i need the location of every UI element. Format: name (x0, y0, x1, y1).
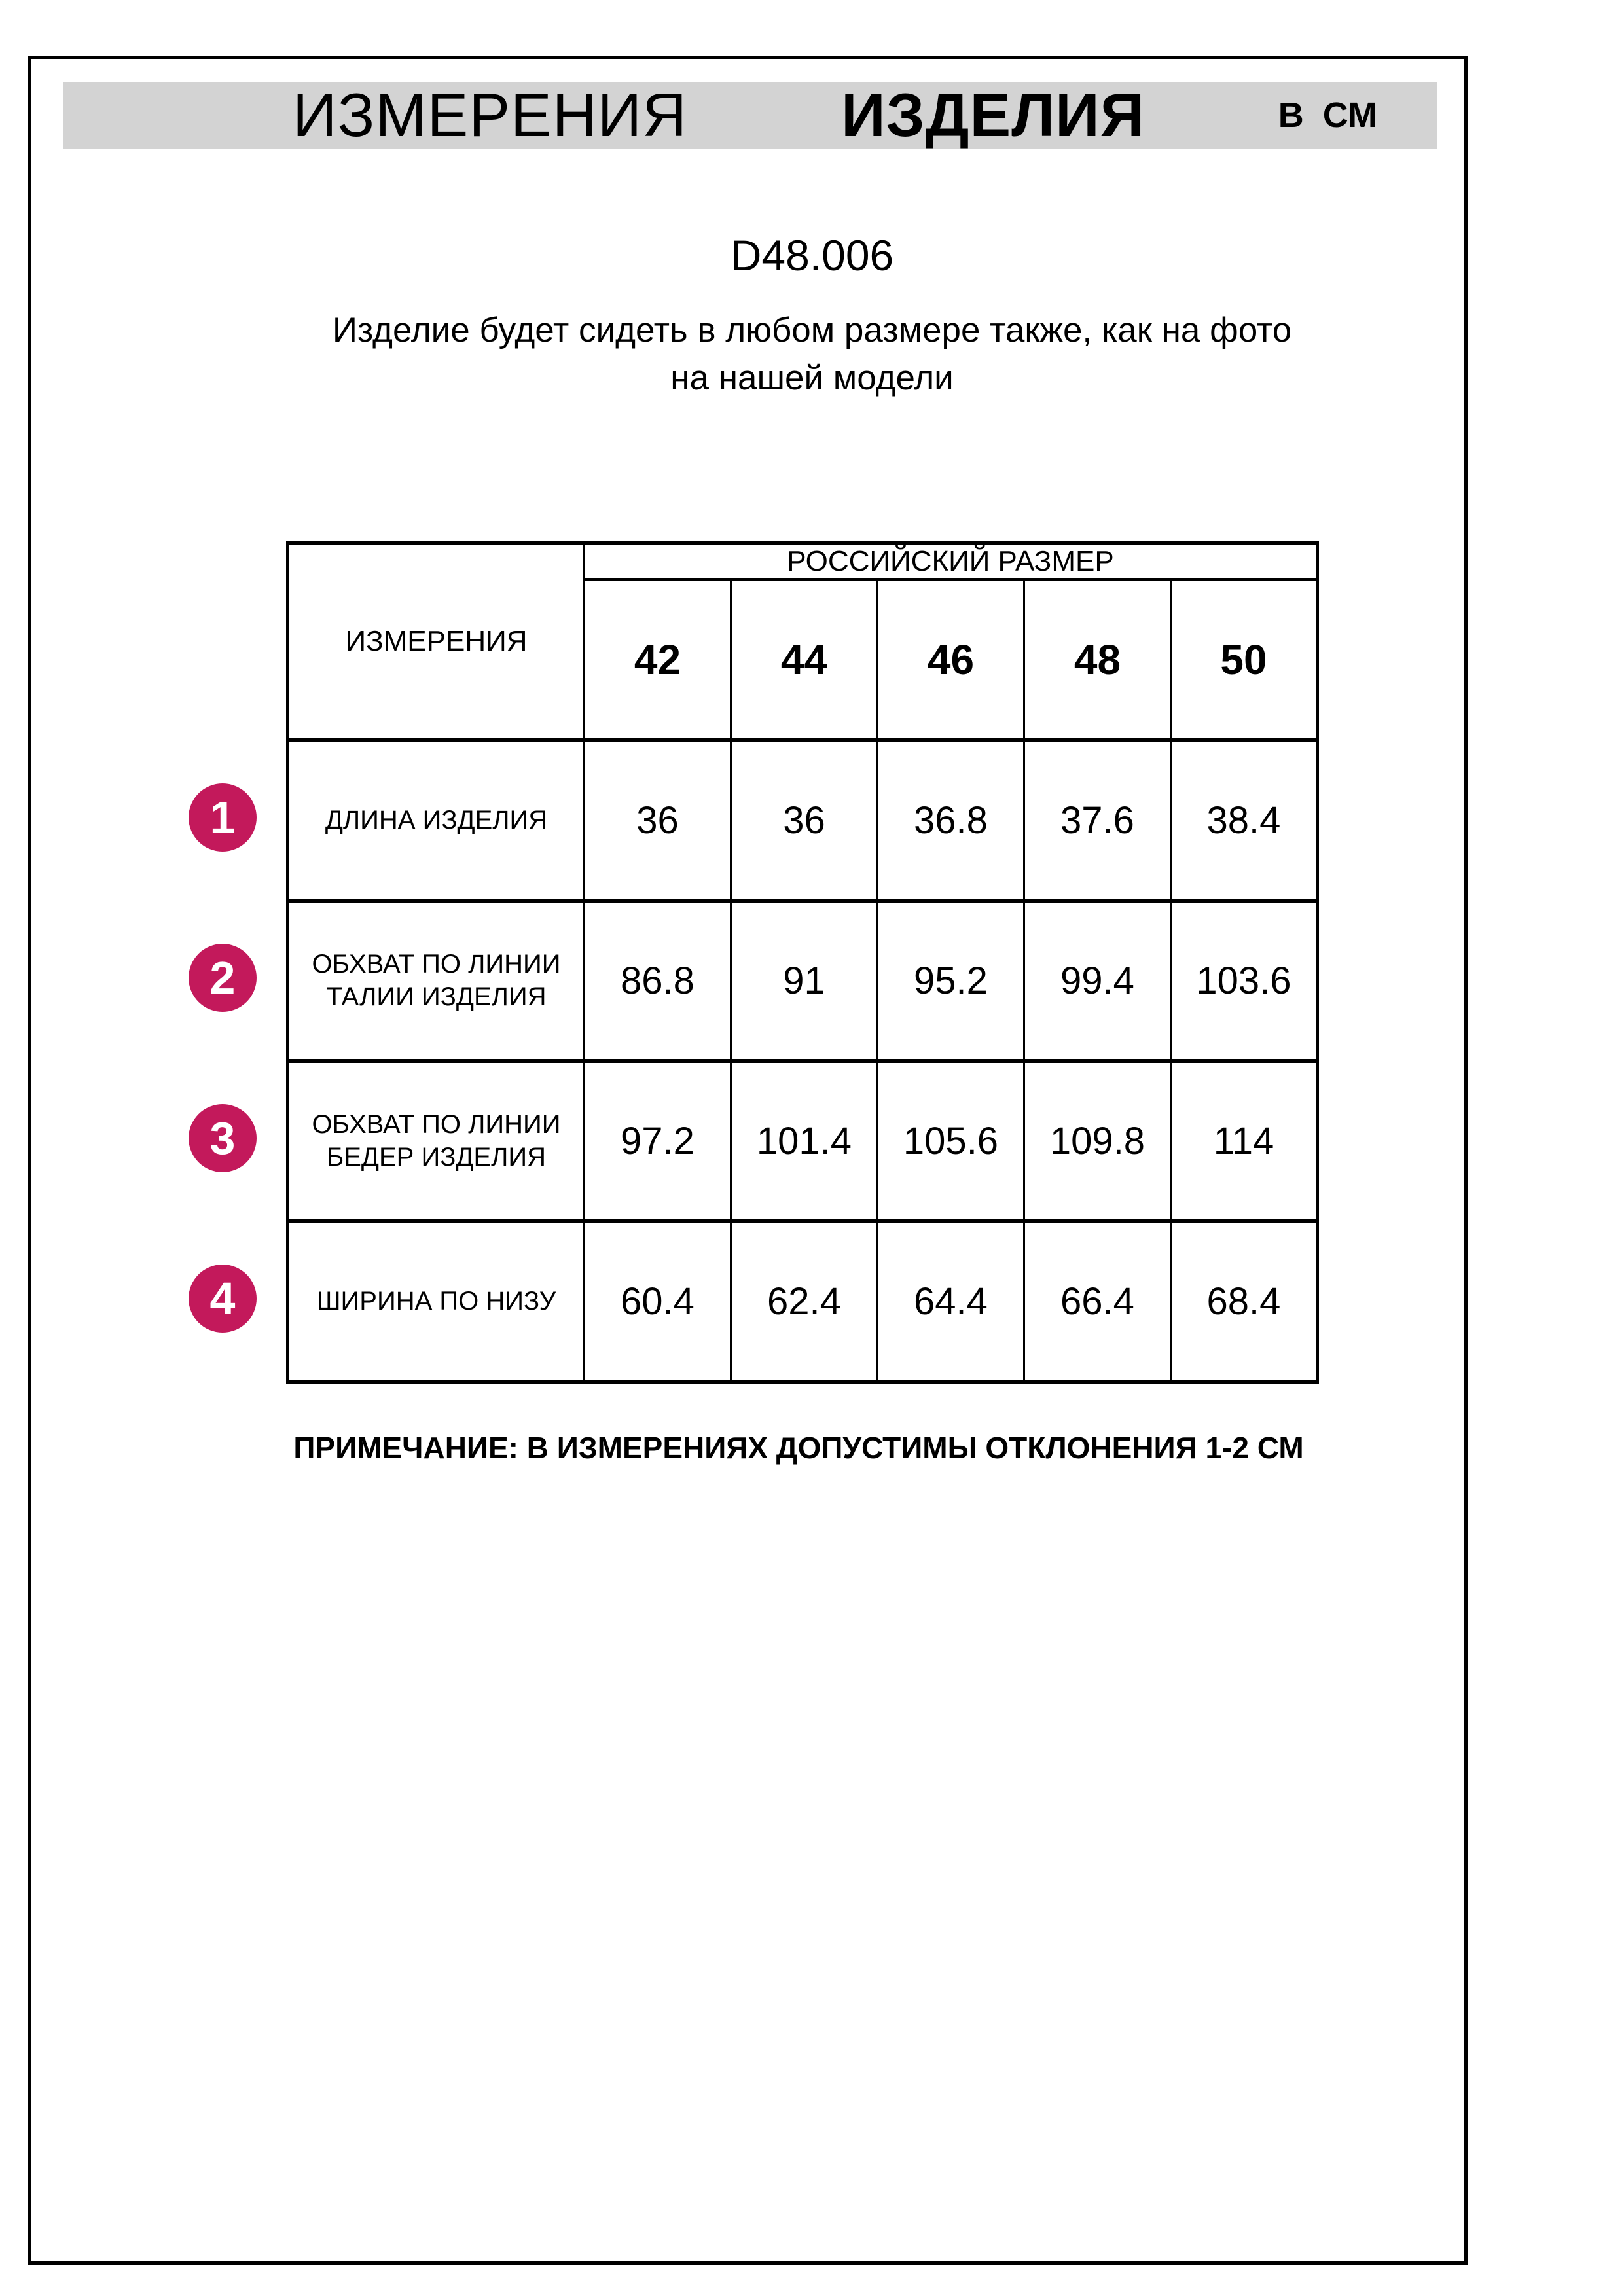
table-row-bottom-width (288, 1221, 1318, 1382)
value-cell: 114 (1171, 1061, 1318, 1221)
size-table (286, 541, 1319, 1384)
header-bar (63, 82, 1437, 149)
value-cell: 97.2 (585, 1061, 731, 1221)
header-unit-label: В СМ (1278, 96, 1377, 135)
value-cell: 36.8 (878, 740, 1024, 901)
value-cell: 99.4 (1024, 901, 1171, 1061)
product-note (0, 306, 1624, 402)
value-cell: 36 (585, 740, 731, 901)
table-row-waist (288, 901, 1318, 1061)
value-cell: 103.6 (1171, 901, 1318, 1061)
size-header-cell: 46 (878, 580, 1024, 740)
product-note-line-1: Изделие будет сидеть в любом размере также, как на фото (332, 311, 1292, 350)
size-group-header-row (288, 543, 1318, 580)
value-cell: 101.4 (731, 1061, 878, 1221)
size-header-cell: 48 (1024, 580, 1171, 740)
row-label-cell: ШИРИНА ПО НИЗУ (288, 1221, 585, 1382)
size-header-cell: 42 (585, 580, 731, 740)
row-number-badge-4: 4 (189, 1265, 257, 1333)
row-number-badge-1: 1 (189, 783, 257, 852)
value-cell: 36 (731, 740, 878, 901)
row-number-badge-2: 2 (189, 944, 257, 1012)
header-title-product: ИЗДЕЛИЯ (841, 81, 1146, 149)
product-note-line-2: на нашей модели (670, 359, 954, 398)
value-cell: 109.8 (1024, 1061, 1171, 1221)
header-title-measurements: ИЗМЕРЕНИЯ (293, 81, 688, 149)
row-label-cell: ОБХВАТ ПО ЛИНИИ ТАЛИИ ИЗДЕЛИЯ (288, 901, 585, 1061)
footer-note: ПРИМЕЧАНИЕ: В ИЗМЕРЕНИЯХ ДОПУСТИМЫ ОТКЛОНЕНИЯ 1-2 СМ (293, 1431, 1304, 1465)
value-cell: 86.8 (585, 901, 731, 1061)
value-cell: 105.6 (878, 1061, 1024, 1221)
row-label-cell: ДЛИНА ИЗДЕЛИЯ (288, 740, 585, 901)
size-group-header-cell: РОССИЙСКИЙ РАЗМЕР (585, 543, 1318, 580)
table-row-length (288, 740, 1318, 901)
measurements-header-cell: ИЗМЕРЕНИЯ (288, 543, 585, 740)
value-cell: 68.4 (1171, 1221, 1318, 1382)
value-cell: 38.4 (1171, 740, 1318, 901)
value-cell: 95.2 (878, 901, 1024, 1061)
row-number-badge-3: 3 (189, 1104, 257, 1172)
value-cell: 64.4 (878, 1221, 1024, 1382)
value-cell: 37.6 (1024, 740, 1171, 901)
value-cell: 60.4 (585, 1221, 731, 1382)
size-header-cell: 50 (1171, 580, 1318, 740)
value-cell: 62.4 (731, 1221, 878, 1382)
product-code: D48.006 (730, 231, 894, 279)
table-row-hips (288, 1061, 1318, 1221)
size-header-cell: 44 (731, 580, 878, 740)
value-cell: 91 (731, 901, 878, 1061)
row-label-cell: ОБХВАТ ПО ЛИНИИ БЕДЕР ИЗДЕЛИЯ (288, 1061, 585, 1221)
value-cell: 66.4 (1024, 1221, 1171, 1382)
